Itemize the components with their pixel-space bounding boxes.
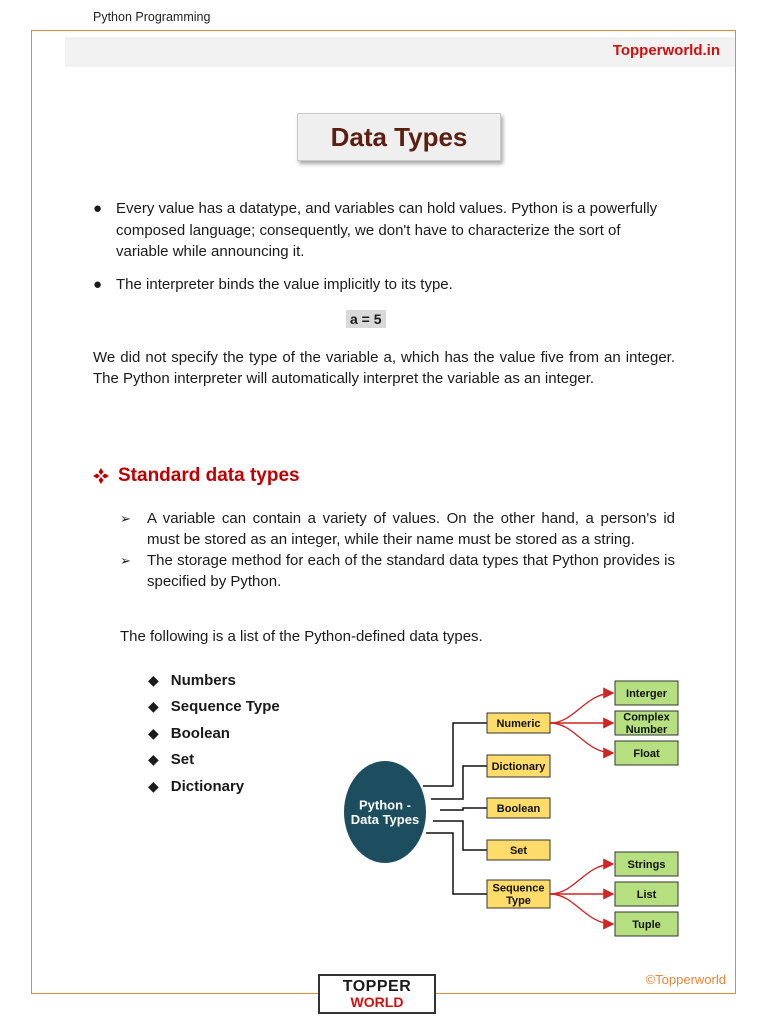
list-item (120, 509, 675, 550)
diamond-icon: ◆ (148, 671, 159, 688)
bullet-text: Every value has a datatype, and variables can hold values. Python is a powerfully composed language; consequently, we don't have to characterize the sort of variable while announcing it. (116, 200, 658, 260)
leaf-label: List (636, 888, 657, 901)
logo-top-text: TOPPER (342, 978, 412, 995)
branch-label: Dictionary (491, 760, 546, 773)
branch-label: Boolean (496, 802, 541, 815)
topperworld-logo (318, 974, 436, 1014)
leaf-label: Strings (627, 858, 666, 871)
bullet-icon: ● (93, 200, 103, 217)
list-item (148, 667, 280, 694)
arrowhead-icon: ➢ (120, 511, 131, 526)
arrowhead-icon: ➢ (120, 553, 131, 568)
title-box (297, 113, 501, 161)
type-name: Sequence Type (170, 698, 280, 716)
connector-line (426, 833, 487, 894)
code-snippet: a = 5 (346, 310, 386, 328)
bullet-icon: ● (93, 275, 103, 293)
diamond-icon: ◆ (148, 724, 159, 741)
arrow-line (550, 864, 613, 894)
list-item (148, 694, 280, 721)
list-item (148, 720, 280, 747)
list-intro: The following is a list of the Python-defined data types. (120, 628, 483, 645)
brand-name: Topperworld.in (612, 42, 720, 59)
diamond-icon: ◆ (148, 698, 159, 715)
arrow-bullet-text: The storage method for each of the standard data types that Python provides is specified by Python. (147, 552, 675, 590)
diamond-icon: ◆ (148, 777, 159, 794)
diamond-cluster-icon (93, 468, 109, 484)
arrow-line (550, 894, 613, 924)
types-list (148, 667, 280, 800)
section-title: Standard data types (118, 465, 300, 486)
list-item (93, 274, 675, 296)
list-item (148, 773, 280, 800)
list-item (120, 551, 675, 592)
arrow-bullet-text: A variable can contain a variety of values. On the other hand, a person's id must be stored as an integer, while their name must be stored as a string. (147, 510, 675, 548)
diamond-icon: ◆ (148, 751, 159, 768)
connector-line (423, 723, 487, 786)
type-name: Set (170, 751, 195, 769)
leaf-label: Float (633, 747, 660, 760)
connector-line (431, 766, 487, 799)
arrow-bullets (120, 509, 675, 593)
type-name: Dictionary (170, 777, 245, 795)
data-types-diagram (330, 668, 690, 940)
branch-label: Set (509, 844, 528, 857)
arrow-line (550, 723, 613, 753)
root-label: Python -Data Types (350, 797, 420, 827)
arrow-line (550, 693, 613, 723)
logo-bottom-text: WORLD (350, 994, 404, 1010)
leaf-label: Interger (626, 687, 667, 700)
page-title: Data Types (330, 121, 468, 152)
connector-line (440, 808, 487, 810)
branch-label: Sequence Type (492, 882, 545, 908)
running-head: Python Programming (93, 10, 211, 24)
bullet-text: The interpreter binds the value implicitly to its type. (116, 275, 453, 293)
list-item (93, 198, 675, 263)
connector-line (433, 821, 487, 850)
intro-bullets (93, 198, 675, 306)
explanation-paragraph: We did not specify the type of the variable a, which has the value five from an integer. The Python interpreter will automatically interpret the variable as an integer. (93, 349, 675, 387)
type-name: Numbers (170, 671, 236, 689)
leaf-label: Complex Number (623, 711, 670, 737)
branch-label: Numeric (496, 717, 541, 730)
type-name: Boolean (170, 724, 230, 742)
copyright: ©Topperworld (645, 972, 726, 987)
section-heading (93, 465, 300, 487)
list-item (148, 747, 280, 774)
leaf-label: Tuple (632, 918, 661, 931)
